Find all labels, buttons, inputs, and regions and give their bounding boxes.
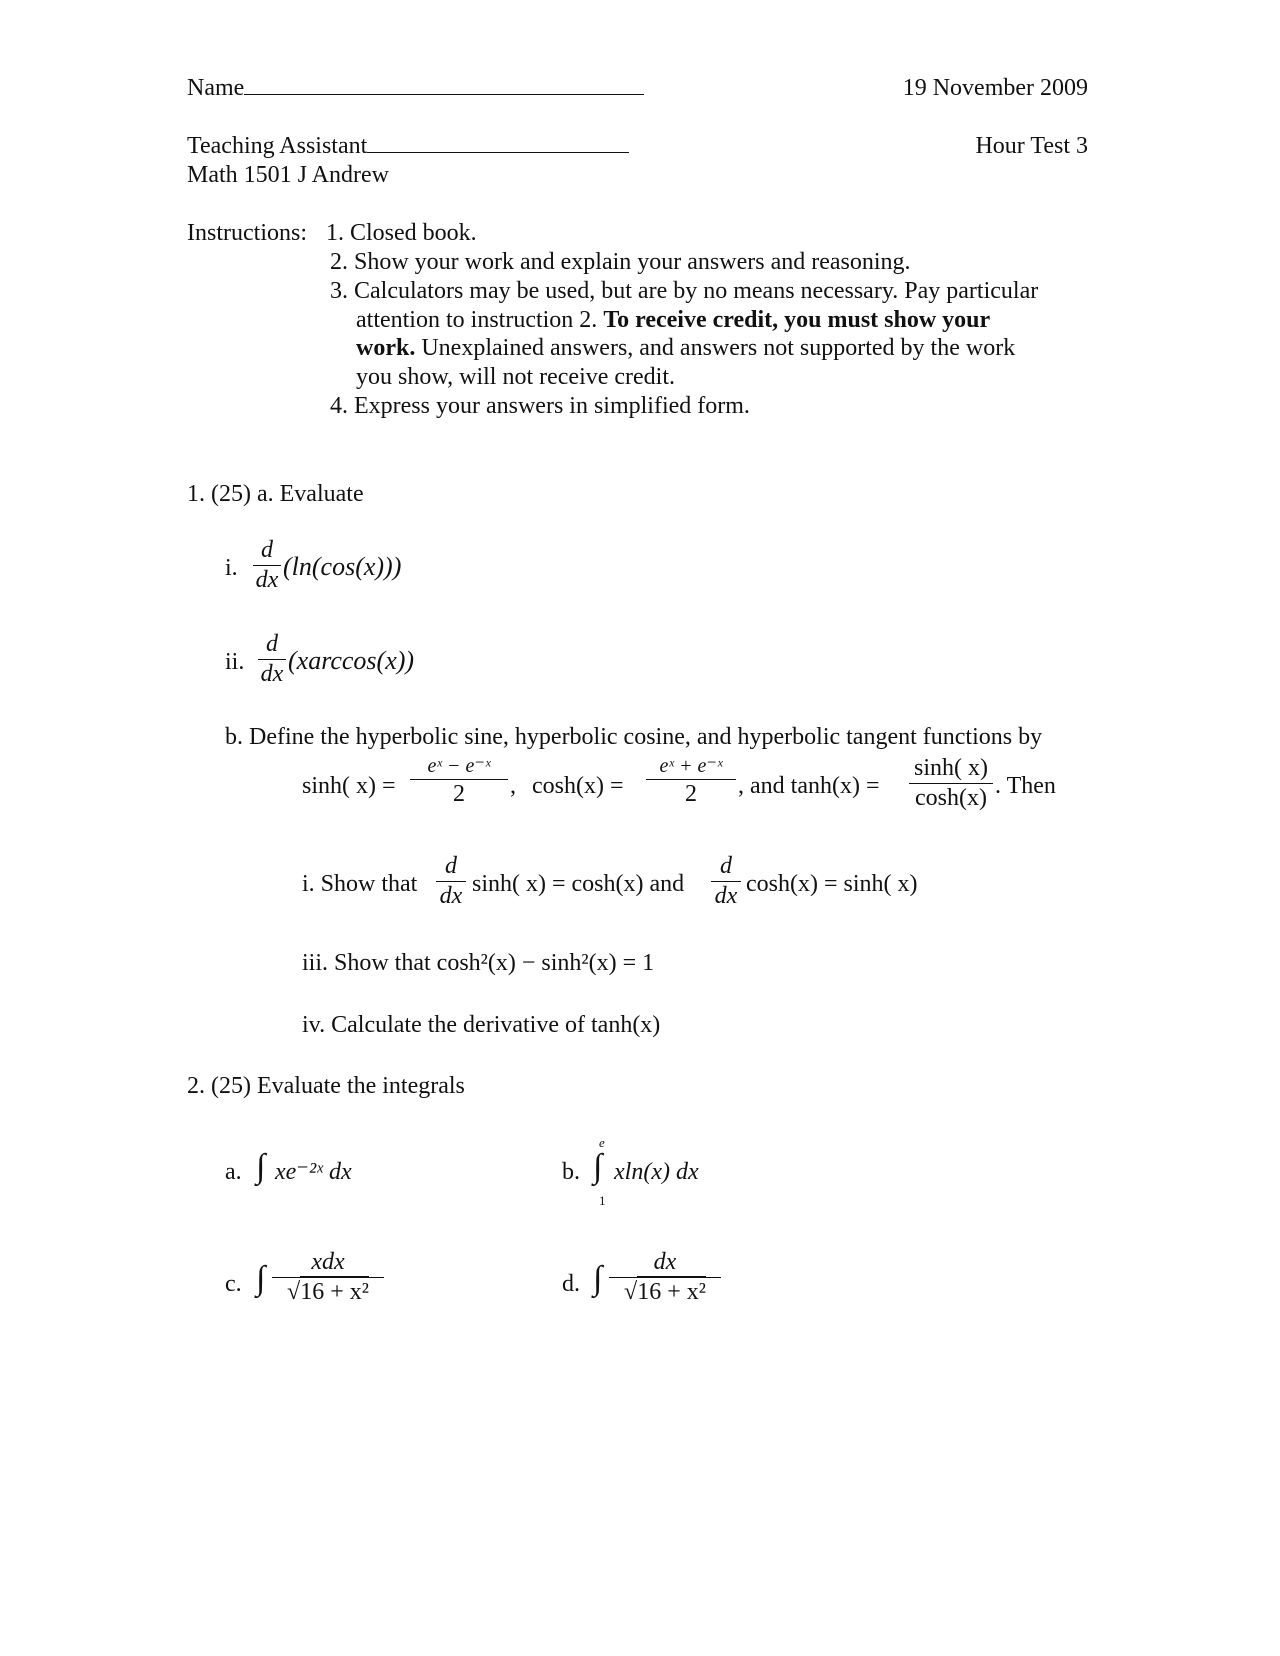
p2-b-label: b. (562, 1159, 580, 1185)
test-title: Hour Test 3 (975, 133, 1088, 159)
radicand: 16 + x² (300, 1276, 369, 1305)
frac-den: dx (255, 567, 279, 593)
instruction-4 (330, 394, 750, 418)
problem-2-heading: 2. (25) Evaluate the integrals (187, 1073, 465, 1099)
ta-label: Teaching Assistant (187, 133, 368, 159)
frac-den: 2 (453, 781, 465, 807)
p2-a-expression: xe⁻²ˣ dx (275, 1159, 352, 1185)
frac-num: d (720, 853, 732, 879)
instruction-emphasis: work. (356, 335, 416, 361)
p1-b-i-eq1: sinh( x) = cosh(x) and (472, 871, 685, 897)
comma: , (510, 773, 516, 799)
frac-den: cosh(x) (915, 785, 987, 811)
sqrt-denominator (609, 1278, 721, 1304)
sinh-fraction (410, 756, 508, 806)
ta-field (187, 134, 629, 158)
p1-ii-expression: (xarccos(x)) (288, 646, 415, 675)
instruction-num: 2. (330, 249, 348, 275)
instruction-num: 1. (326, 220, 344, 246)
name-label: Name (187, 75, 245, 101)
name-field (187, 76, 644, 100)
exam-date: 19 November 2009 (902, 75, 1088, 101)
frac-num: sinh( x) (914, 755, 988, 781)
frac-num: d (261, 537, 273, 563)
p1-ii-label: ii. (225, 649, 245, 675)
derivative-operator (253, 538, 281, 592)
frac-num: eˣ + e⁻ˣ (659, 755, 723, 777)
integral-icon: ∫ (593, 1148, 603, 1185)
p2-b-lower-limit: 1 (599, 1193, 606, 1208)
instruction-text: Closed book. (350, 220, 477, 246)
then-text: . Then (995, 773, 1056, 799)
frac-den: dx (439, 883, 463, 909)
instruction-emphasis: To receive credit, you must show your (603, 307, 991, 333)
sqrt-icon: √ (287, 1279, 301, 1305)
frac-num: xdx (311, 1249, 345, 1275)
frac-num: dx (653, 1249, 677, 1275)
frac-den: dx (714, 883, 738, 909)
derivative-operator (711, 854, 741, 908)
instruction-1 (326, 221, 477, 245)
integral-icon: ∫ (256, 1260, 266, 1297)
frac-num: d (266, 631, 278, 657)
p2-c-fraction (272, 1250, 384, 1304)
integral-icon: ∫ (593, 1260, 603, 1297)
integral-icon: ∫ (256, 1148, 266, 1185)
tanh-fraction (909, 756, 993, 810)
and-tanh: , and tanh(x) = (738, 773, 880, 799)
frac-num: eˣ − e⁻ˣ (427, 755, 491, 777)
p2-d-fraction (609, 1250, 721, 1304)
instruction-text: Show your work and explain your answers and reasoning. (354, 249, 911, 275)
p1-b-i-eq2: cosh(x) = sinh( x) (746, 871, 918, 897)
frac-den: 2 (685, 781, 697, 807)
p1-i-expression: (ln(cos(x))) (283, 552, 402, 581)
p1-b-i-label: i. Show that (302, 871, 418, 897)
instruction-num: 3. (330, 278, 348, 304)
instruction-3 (330, 279, 1038, 303)
instruction-3-line3 (356, 336, 1015, 360)
instruction-text: Unexplained answers, and answers not supported by the work (415, 335, 1016, 361)
p2-c-label: c. (225, 1271, 242, 1297)
instructions-label: Instructions: (187, 220, 307, 246)
cosh-lhs: cosh(x) = (532, 773, 624, 799)
p2-a-label: a. (225, 1159, 242, 1185)
radicand: 16 + x² (637, 1276, 706, 1305)
sqrt-icon: √ (624, 1279, 638, 1305)
p2-b-upper-limit: e (599, 1135, 605, 1150)
derivative-operator (436, 854, 466, 908)
instruction-2 (330, 250, 911, 274)
p2-b-expression: xln(x) dx (614, 1159, 699, 1185)
instruction-text: Express your answers in simplified form. (354, 393, 750, 419)
frac-den: dx (260, 661, 284, 687)
p1-b-iv: iv. Calculate the derivative of tanh(x) (302, 1012, 661, 1038)
instruction-text: attention to instruction 2. (356, 307, 604, 333)
course-info: Math 1501 J Andrew (187, 162, 389, 188)
name-blank (244, 76, 644, 95)
ta-blank (367, 134, 629, 153)
instruction-text: Calculators may be used, but are by no means necessary. Pay particular (354, 278, 1039, 304)
instruction-num: 4. (330, 393, 348, 419)
derivative-operator (258, 632, 286, 686)
sinh-lhs: sinh( x) = (302, 773, 396, 799)
p1-i-label: i. (225, 555, 238, 581)
instruction-3-line2 (356, 308, 990, 332)
instruction-3-line4: you show, will not receive credit. (356, 364, 676, 390)
cosh-fraction (646, 756, 736, 806)
problem-1-heading: 1. (25) a. Evaluate (187, 481, 364, 507)
p2-d-label: d. (562, 1271, 580, 1297)
frac-num: d (445, 853, 457, 879)
sqrt-denominator (272, 1278, 384, 1304)
p1-b-iii: iii. Show that cosh²(x) − sinh²(x) = 1 (302, 950, 655, 976)
p1-b-text: b. Define the hyperbolic sine, hyperbolic cosine, and hyperbolic tangent functions by (225, 724, 1043, 750)
